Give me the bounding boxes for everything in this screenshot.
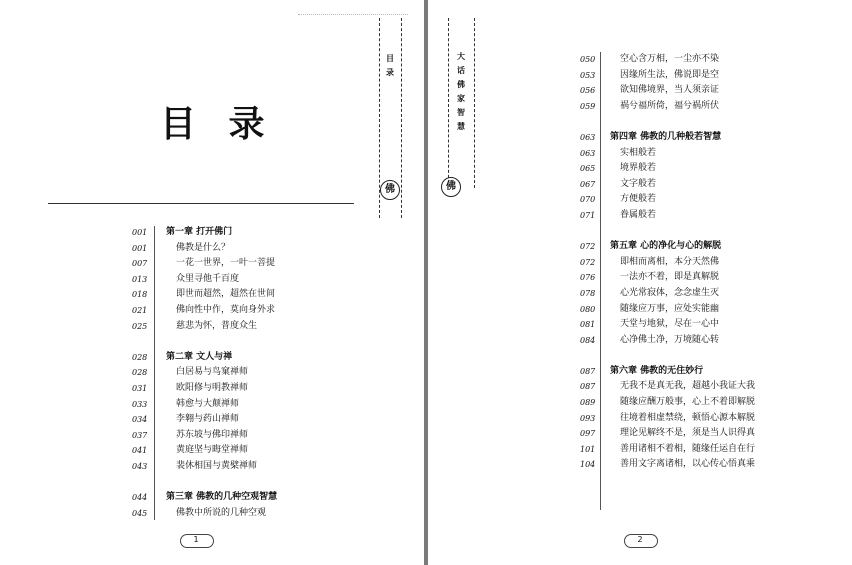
toc-entry[interactable] [580,317,770,333]
toc-page-number: 078 [580,288,596,298]
toc-entry[interactable] [132,365,362,381]
side-label: 目录 [386,54,394,77]
toc-page-number: 043 [132,461,148,471]
page-title: 目 录 [160,103,275,145]
header-rule [298,14,408,21]
side-label: 大话佛家智慧 [457,52,465,131]
toc-entry[interactable] [580,442,770,458]
toc-chapter-heading[interactable] [132,350,362,366]
toc-entry[interactable] [580,411,770,427]
toc-title: 第二章 文人与禅 [166,351,233,362]
left-page [0,0,424,565]
toc-entry[interactable] [580,52,770,68]
toc-title: 祸兮福所倚，福兮祸所伏 [620,100,720,111]
toc-title: 因缘所生法，佛说即是空 [620,69,720,80]
toc-page-number: 059 [580,101,596,111]
toc-page-number: 025 [132,321,148,331]
toc-page-number: 087 [580,382,596,392]
toc-title: 佛教是什么？ [176,242,231,253]
page-number: 2 [620,532,660,548]
toc-list [580,52,770,473]
toc-entry[interactable] [132,459,362,475]
right-page [428,0,852,565]
toc-page-number: 097 [580,429,596,439]
toc-entry[interactable] [580,333,770,349]
toc-page-number: 076 [580,273,596,283]
toc-page-number: 063 [580,132,596,142]
toc-spacer [132,475,362,491]
toc-spacer [580,114,770,130]
toc-page-number: 001 [132,228,148,237]
toc-page-number: 028 [132,352,148,362]
toc-entry[interactable] [132,397,362,413]
toc-title: 实相般若 [620,147,657,158]
toc-chapter-heading[interactable] [580,364,770,380]
toc-title: 即世而超然，超然在世间 [176,289,276,300]
toc-page-number: 034 [132,415,148,425]
toc-page-number: 041 [132,446,148,456]
toc-entry[interactable] [132,287,362,303]
toc-page-number: 072 [580,242,596,252]
toc-chapter-heading[interactable] [580,239,770,255]
toc-entry[interactable] [132,241,362,257]
toc-page-number: 072 [580,257,596,267]
toc-title: 心光常寂体，念念虚生灭 [620,287,720,298]
toc-title: 境界般若 [620,163,657,174]
toc-title: 韩愈与大颠禅师 [176,398,240,409]
toc-title: 白居易与鸟窠禅师 [176,367,249,378]
side-dashed-line [474,18,475,188]
toc-entry[interactable] [580,379,770,395]
toc-title: 善用诸相不着相，随缘任运自在行 [620,443,756,454]
toc-title: 第六章 佛教的无住妙行 [610,365,704,376]
toc-page-number: 033 [132,399,148,409]
toc-title: 黄庭坚与晦堂禅师 [176,445,249,456]
toc-entry[interactable] [580,457,770,473]
toc-title: 众里寻他千百度 [176,273,240,284]
toc-page-number: 101 [580,444,596,454]
toc-page-number: 037 [132,430,148,440]
toc-entry[interactable] [580,161,770,177]
toc-entry[interactable] [132,256,362,272]
toc-spacer [132,334,362,350]
toc-entry[interactable] [580,395,770,411]
toc-entry[interactable] [580,270,770,286]
toc-page-number: 007 [132,259,148,269]
toc-title: 裴休相国与黄檗禅师 [176,460,258,471]
toc-page-number: 067 [580,179,596,189]
toc-entry[interactable] [580,426,770,442]
toc-entry[interactable] [580,83,770,99]
toc-entry[interactable] [580,302,770,318]
toc-page-number: 021 [132,305,148,315]
toc-page-number: 056 [580,86,596,96]
toc-entry[interactable] [132,506,362,522]
toc-title: 苏东坡与佛印禅师 [176,429,249,440]
toc-title: 方便般若 [620,194,657,205]
side-dashed-line [448,18,449,188]
toc-page-number: 045 [132,508,148,518]
toc-chapter-heading[interactable] [580,130,770,146]
side-dashed-line [401,18,402,218]
toc-entry[interactable] [580,146,770,162]
toc-title: 一法亦不着，即是真解脱 [620,272,720,283]
divider [48,203,354,204]
toc-page-number: 065 [580,164,596,174]
toc-entry[interactable] [132,412,362,428]
toc-page-number: 050 [580,55,596,64]
toc-page-number: 031 [132,383,148,393]
toc-entry[interactable] [580,99,770,115]
toc-title: 理论见解终不是，须是当人识得真 [620,428,756,439]
toc-page-number: 080 [580,304,596,314]
toc-title: 佛向性中作，莫向身外求 [176,304,276,315]
toc-page-number: 013 [132,274,148,284]
toc-title: 第三章 佛教的几种空观智慧 [166,492,278,503]
toc-title: 随缘应万事，应处实能幽 [620,303,720,314]
toc-entry[interactable] [132,272,362,288]
toc-title: 即相而离相，本分天然佛 [620,256,720,267]
toc-entry[interactable] [580,68,770,84]
toc-spacer [580,224,770,240]
toc-entry[interactable] [132,319,362,335]
toc-title: 第四章 佛教的几种般若智慧 [610,131,722,142]
toc-title: 欲知佛境界，当人须亲证 [620,85,720,96]
toc-page-number: 001 [132,243,148,253]
toc-entry[interactable] [580,255,770,271]
toc-title: 慈悲为怀，普度众生 [176,320,258,331]
toc-entry[interactable] [580,192,770,208]
toc-title: 第一章 打开佛门 [166,227,233,237]
toc-title: 往境着相虚禁绕，顿悟心源本解脱 [620,412,756,423]
toc-page-number: 087 [580,366,596,376]
seal-icon: 佛 [441,177,461,197]
toc-title: 欧阳修与明教禅师 [176,382,249,393]
toc-title: 空心含万相，一尘亦不染 [620,54,720,64]
seal-icon: 佛 [380,180,400,200]
toc-page-number: 089 [580,398,596,408]
toc-entry[interactable] [132,381,362,397]
toc-page-number: 093 [580,413,596,423]
toc-spacer [580,348,770,364]
toc-title: 善用文字离诸相，以心传心悟真乘 [620,459,756,470]
toc-title: 第五章 心的净化与心的解脱 [610,241,722,252]
toc-chapter-heading[interactable] [132,225,362,241]
toc-title: 无我不是真无我，超越小我证大我 [620,381,756,392]
toc-title: 眷属般若 [620,209,657,220]
page-number: 1 [176,532,216,548]
toc-title: 佛教中所说的几种空观 [176,507,267,518]
toc-page-number: 018 [132,290,148,300]
toc-entry[interactable] [580,286,770,302]
toc-entry[interactable] [580,208,770,224]
toc-page-number: 084 [580,335,596,345]
toc-entry[interactable] [132,303,362,319]
toc-title: 一花一世界，一叶一菩提 [176,258,276,269]
toc-entry[interactable] [132,443,362,459]
toc-title: 天堂与地狱，尽在一心中 [620,319,720,330]
toc-title: 李翱与药山禅师 [176,414,240,425]
toc-page-number: 044 [132,493,148,503]
toc-title: 随缘应酬万般事，心上不着即解脱 [620,397,756,408]
toc-page-number: 053 [580,70,596,80]
toc-chapter-heading[interactable] [132,490,362,506]
toc-page-number: 071 [580,210,596,220]
toc-page-number: 104 [580,460,596,470]
toc-page-number: 081 [580,320,596,330]
toc-page-number: 070 [580,195,596,205]
toc-page-number: 063 [580,148,596,158]
toc-title: 心净佛土净，万境随心转 [620,334,720,345]
toc-page-number: 028 [132,368,148,378]
toc-list [132,225,362,521]
toc-title: 文字般若 [620,178,657,189]
toc-entry[interactable] [132,428,362,444]
toc-entry[interactable] [580,177,770,193]
